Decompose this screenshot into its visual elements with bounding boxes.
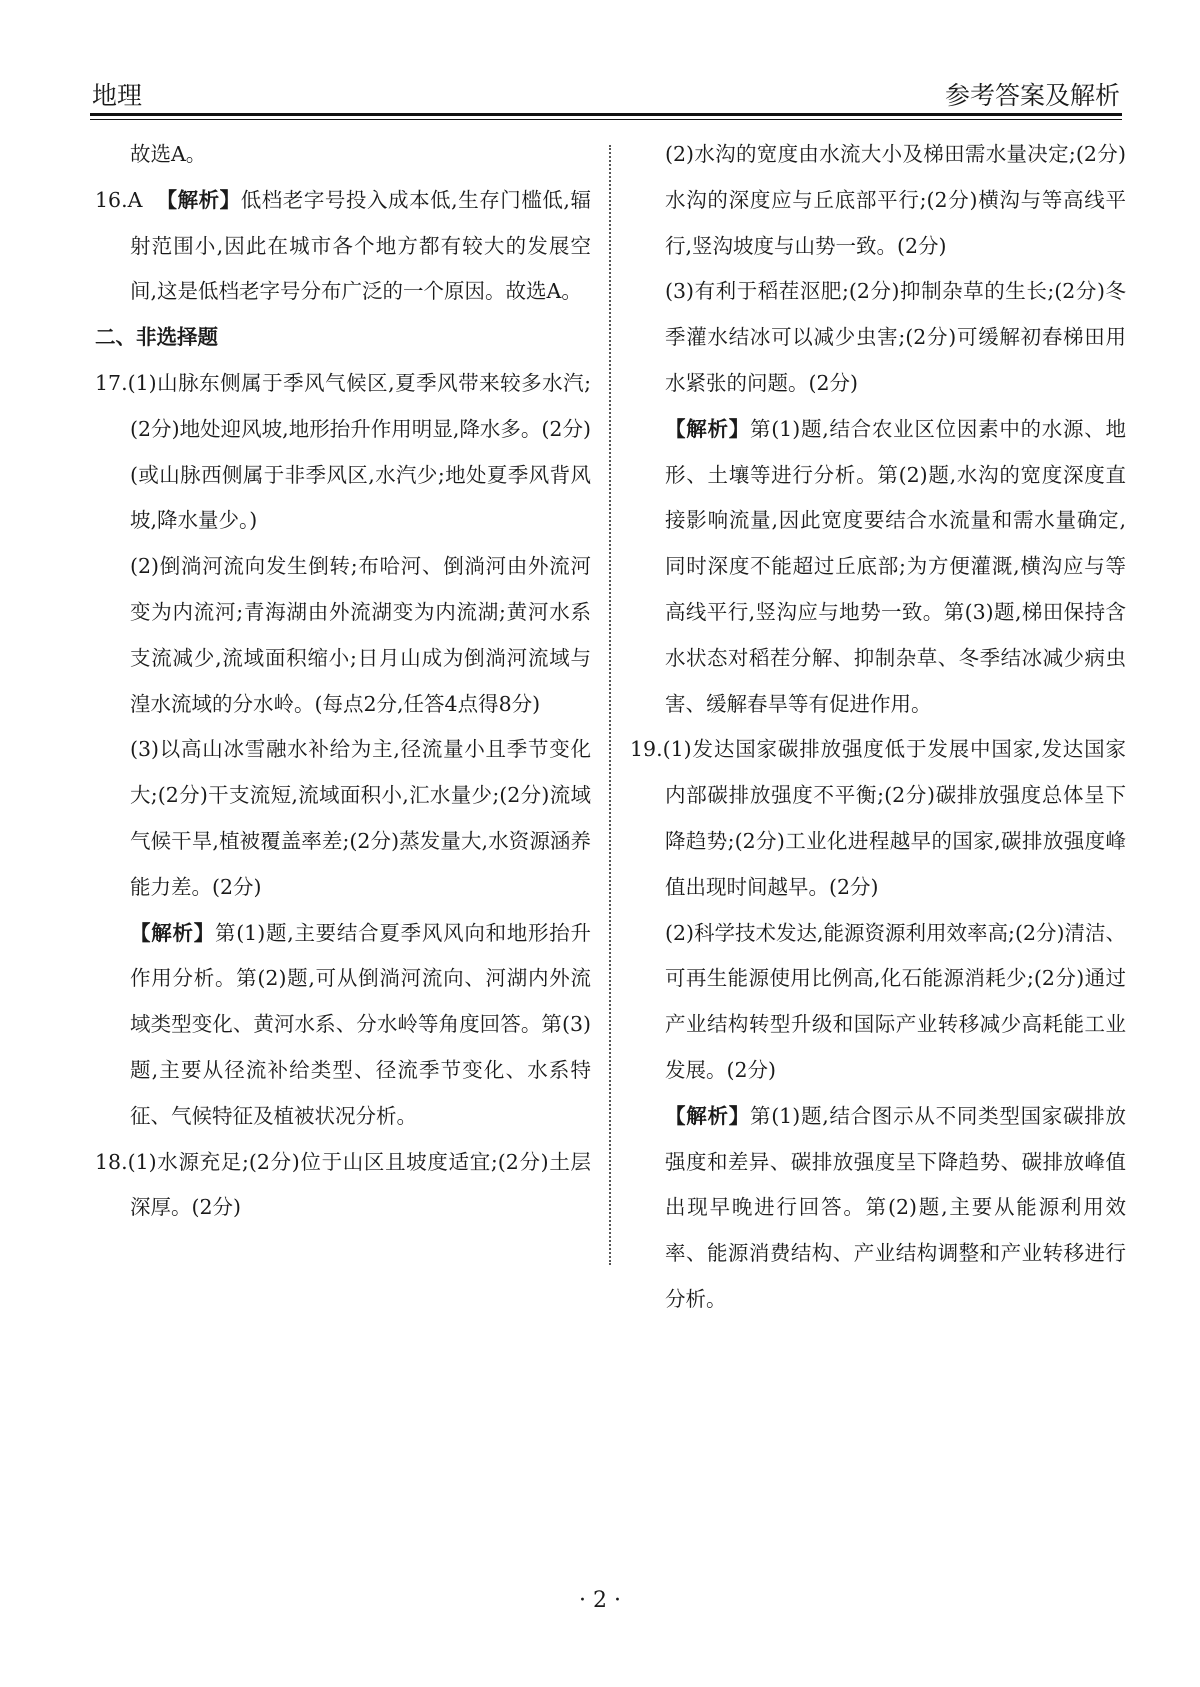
q18-analysis-text: 第(1)题,结合农业区位因素中的水源、地形、土壤等进行分析。第(2)题,水沟的宽度深度直接影响流量,因此宽度要结合水流量和需水量确定,同时深度不能超过丘底部;为方便灌溉,横沟应与等高线平行,竖沟应与地势一致。第(3)题,梯田保持含水状态对稻茬分解、抑制杂草、冬季结冰减少病虫害、缓解春旱等有促进作用。	[665, 416, 1127, 716]
q17-analysis	[95, 911, 591, 1140]
q17-part3: (3)以高山冰雪融水补给为主,径流量小且季节变化大;(2分)干支流短,流域面积小,汇水量少;(2分)流域气候干旱,植被覆盖率差;(2分)蒸发量大,水资源涵养能力差。(2分)	[130, 737, 591, 899]
q17-analysis-label: 【解析】	[130, 920, 215, 945]
q19-part1	[630, 727, 1126, 910]
q16-number: 16.A	[95, 187, 143, 212]
q17-number: 17.	[95, 370, 128, 395]
q19-analysis-label: 【解析】	[665, 1103, 750, 1128]
header-rule-thick	[90, 113, 1122, 116]
q17-part1	[95, 361, 591, 544]
q18-analysis-label: 【解析】	[665, 416, 750, 441]
q16-analysis-label: 【解析】	[156, 187, 241, 212]
q19-number: 19.	[630, 737, 663, 762]
left-column	[95, 132, 591, 1231]
q15-tail: 故选A。	[130, 142, 207, 166]
q19-part2: (2)科学技术发达,能源资源利用效率高;(2分)清洁、可再生能源使用比例高,化石能源消耗少;(2分)通过产业结构转型升级和国际产业转移减少高耗能工业发展。(2分)	[665, 920, 1126, 1082]
q18-part1	[95, 1140, 591, 1232]
q18-part2: (2)水沟的宽度由水流大小及梯田需水量决定;(2分)水沟的深度应与丘底部平行;(2分)横沟与等高线平行,竖沟坡度与山势一致。(2分)	[665, 142, 1126, 258]
q19-analysis	[630, 1094, 1126, 1323]
q19-part1-text: (1)发达国家碳排放强度低于发展中国家,发达国家内部碳排放强度不平衡;(2分)碳排放强度总体呈下降趋势;(2分)工业化进程越早的国家,碳排放强度峰值出现时间越早。(2分)	[662, 737, 1126, 899]
q18-part3: (3)有利于稻茬沤肥;(2分)抑制杂草的生长;(2分)冬季灌水结冰可以减少虫害;(2分)可缓解初春梯田用水紧张的问题。(2分)	[665, 279, 1126, 395]
q18-number: 18.	[95, 1149, 128, 1174]
header-rule-thin	[90, 119, 1122, 120]
q16-analysis-text: 低档老字号投入成本低,生存门槛低,辐射范围小,因此在城市各个地方都有较大的发展空间,这是低档老字号分布广泛的一个原因。故选A。	[130, 187, 591, 304]
q19-analysis-text: 第(1)题,结合图示从不同类型国家碳排放强度和差异、碳排放强度呈下降趋势、碳排放峰值出现早晚进行回答。第(2)题,主要从能源利用效率、能源消费结构、产业结构调整和产业转移进行分析。	[665, 1103, 1127, 1311]
q17-part1-text: (1)山脉东侧属于季风气候区,夏季风带来较多水汽;(2分)地处迎风坡,地形抬升作用明显,降水多。(2分)(或山脉西侧属于非季风区,水汽少;地处夏季风背风坡,降水量少。)	[127, 370, 591, 533]
q16-answer	[95, 178, 591, 315]
subject-title: 地理	[92, 81, 143, 110]
right-column	[630, 132, 1126, 1323]
page-header	[90, 70, 1122, 114]
section-title: 二、非选择题	[95, 325, 218, 350]
column-divider	[609, 145, 611, 1265]
answer-key-title: 参考答案及解析	[944, 81, 1120, 110]
q18-part1-text: (1)水源充足;(2分)位于山区且坡度适宜;(2分)土层深厚。(2分)	[127, 1149, 591, 1220]
q17-part2: (2)倒淌河流向发生倒转;布哈河、倒淌河由外流河变为内流河;青海湖由外流湖变为内流湖;黄河水系支流减少,流域面积缩小;日月山成为倒淌河流域与湟水流域的分水岭。(每点2分,任答4点得8分)	[130, 554, 591, 716]
q18-analysis	[630, 407, 1126, 728]
q17-analysis-text: 第(1)题,主要结合夏季风风向和地形抬升作用分析。第(2)题,可从倒淌河流向、河湖内外流域类型变化、黄河水系、分水岭等角度回答。第(3)题,主要从径流补给类型、径流季节变化、水系特征、气候特征及植被状况分析。	[130, 920, 592, 1128]
page-number: · 2 ·	[579, 1588, 621, 1613]
